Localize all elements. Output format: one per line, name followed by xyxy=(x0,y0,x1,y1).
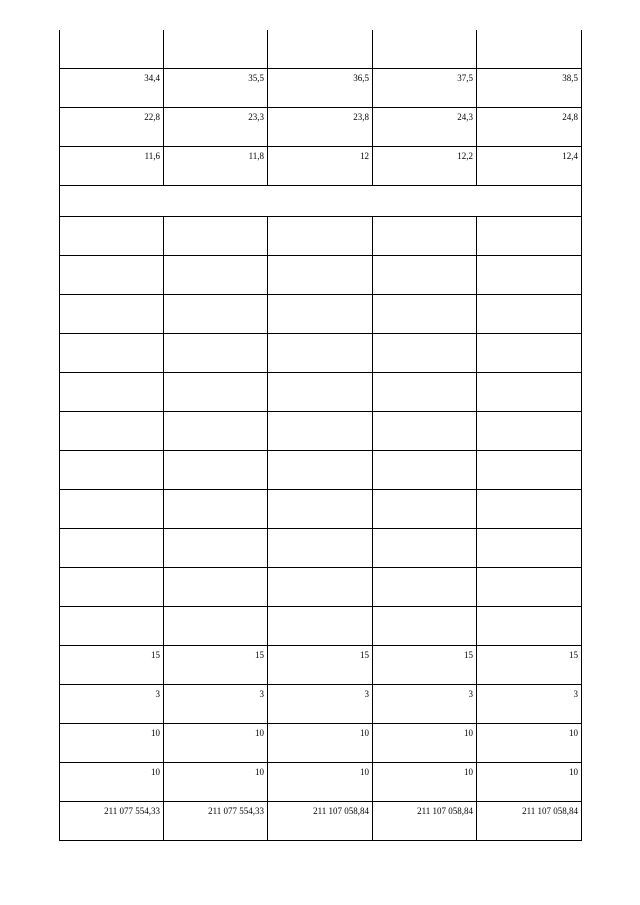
table-cell xyxy=(164,30,268,69)
table-row xyxy=(60,108,582,147)
table-cell xyxy=(60,373,164,412)
table-cell xyxy=(373,451,477,490)
table-cell: 22,8 xyxy=(60,108,164,147)
table-cell: 10 xyxy=(268,724,373,763)
table-cell: 10 xyxy=(60,724,164,763)
table-row xyxy=(60,802,582,841)
table-row xyxy=(60,30,582,69)
table-cell: 211 107 058,84 xyxy=(373,802,477,841)
table-cell xyxy=(268,568,373,607)
table-body xyxy=(60,30,582,841)
table-cell xyxy=(268,217,373,256)
table-cell: 12 xyxy=(268,147,373,186)
table-cell xyxy=(60,568,164,607)
table-cell xyxy=(477,256,582,295)
table-cell: 3 xyxy=(164,685,268,724)
table-cell xyxy=(373,412,477,451)
table-cell: 3 xyxy=(477,685,582,724)
table-cell: 211 077 554,33 xyxy=(60,802,164,841)
table-cell: 15 xyxy=(164,646,268,685)
table-cell xyxy=(60,217,164,256)
table-cell xyxy=(373,256,477,295)
table-cell: 12,2 xyxy=(373,147,477,186)
table-cell: 15 xyxy=(477,646,582,685)
table-cell: 36,5 xyxy=(268,69,373,108)
table-row xyxy=(60,763,582,802)
table-cell xyxy=(164,451,268,490)
table-cell xyxy=(373,568,477,607)
table-cell xyxy=(60,295,164,334)
table-cell xyxy=(373,490,477,529)
table-cell xyxy=(164,412,268,451)
table-cell: 34,4 xyxy=(60,69,164,108)
table-row xyxy=(60,69,582,108)
table-row xyxy=(60,373,582,412)
table-cell xyxy=(477,607,582,646)
table-cell: 10 xyxy=(164,763,268,802)
table-cell xyxy=(60,256,164,295)
table-cell: 10 xyxy=(373,724,477,763)
table-cell: 15 xyxy=(373,646,477,685)
table-cell xyxy=(477,490,582,529)
table-row xyxy=(60,568,582,607)
table-cell: 15 xyxy=(268,646,373,685)
table-cell: 10 xyxy=(477,763,582,802)
table-cell xyxy=(373,334,477,373)
table-cell xyxy=(477,334,582,373)
table-cell: 35,5 xyxy=(164,69,268,108)
table-cell xyxy=(164,607,268,646)
table-cell: 24,8 xyxy=(477,108,582,147)
table-section-row xyxy=(60,186,582,217)
table-cell: 211 107 058,84 xyxy=(268,802,373,841)
table-cell xyxy=(477,529,582,568)
table-row xyxy=(60,147,582,186)
table-cell xyxy=(373,295,477,334)
data-table xyxy=(59,30,582,841)
table-cell xyxy=(268,451,373,490)
table-cell xyxy=(268,529,373,568)
table-cell xyxy=(268,295,373,334)
table-cell: 11,6 xyxy=(60,147,164,186)
table-cell xyxy=(373,373,477,412)
table-cell: 12,4 xyxy=(477,147,582,186)
table-cell: 15 xyxy=(60,646,164,685)
table-cell: 23,8 xyxy=(268,108,373,147)
table-cell xyxy=(60,412,164,451)
table-cell xyxy=(268,30,373,69)
table-cell xyxy=(268,412,373,451)
table-cell xyxy=(60,529,164,568)
table-cell xyxy=(164,256,268,295)
table-cell xyxy=(60,490,164,529)
table-cell xyxy=(373,607,477,646)
table-row xyxy=(60,490,582,529)
table-cell xyxy=(477,373,582,412)
table-cell: 10 xyxy=(164,724,268,763)
table-row xyxy=(60,295,582,334)
table-cell xyxy=(373,217,477,256)
table-row xyxy=(60,685,582,724)
table-row xyxy=(60,256,582,295)
table-cell xyxy=(477,295,582,334)
table-row xyxy=(60,451,582,490)
table-cell xyxy=(164,373,268,412)
table-cell: 10 xyxy=(60,763,164,802)
table-row xyxy=(60,607,582,646)
table-row xyxy=(60,724,582,763)
table-cell: 23,3 xyxy=(164,108,268,147)
table-cell: 211 107 058,84 xyxy=(477,802,582,841)
table-cell xyxy=(477,30,582,69)
table-cell xyxy=(60,334,164,373)
table-cell xyxy=(164,334,268,373)
table-cell: 10 xyxy=(477,724,582,763)
table-merged-cell xyxy=(60,186,582,217)
table-cell xyxy=(268,490,373,529)
table-cell: 11,8 xyxy=(164,147,268,186)
table-cell xyxy=(60,607,164,646)
table-cell xyxy=(164,568,268,607)
table-cell: 211 077 554,33 xyxy=(164,802,268,841)
table-cell xyxy=(268,256,373,295)
table-row xyxy=(60,217,582,256)
table-cell xyxy=(373,30,477,69)
table-cell xyxy=(60,30,164,69)
table-cell xyxy=(268,334,373,373)
table-cell xyxy=(268,607,373,646)
table-row xyxy=(60,529,582,568)
table-cell xyxy=(60,451,164,490)
table-cell xyxy=(477,217,582,256)
table-cell: 38,5 xyxy=(477,69,582,108)
table-cell: 37,5 xyxy=(373,69,477,108)
table-cell: 24,3 xyxy=(373,108,477,147)
table-cell xyxy=(164,490,268,529)
table-cell: 3 xyxy=(373,685,477,724)
table-cell xyxy=(164,295,268,334)
table-cell: 3 xyxy=(60,685,164,724)
table-cell xyxy=(164,217,268,256)
table-cell xyxy=(268,373,373,412)
table-row xyxy=(60,412,582,451)
table-row xyxy=(60,646,582,685)
table-cell: 3 xyxy=(268,685,373,724)
table-cell xyxy=(477,568,582,607)
table-cell xyxy=(164,529,268,568)
table-cell: 10 xyxy=(268,763,373,802)
table-cell xyxy=(373,529,477,568)
table-row xyxy=(60,334,582,373)
table-cell xyxy=(477,451,582,490)
table-cell xyxy=(477,412,582,451)
table-cell: 10 xyxy=(373,763,477,802)
